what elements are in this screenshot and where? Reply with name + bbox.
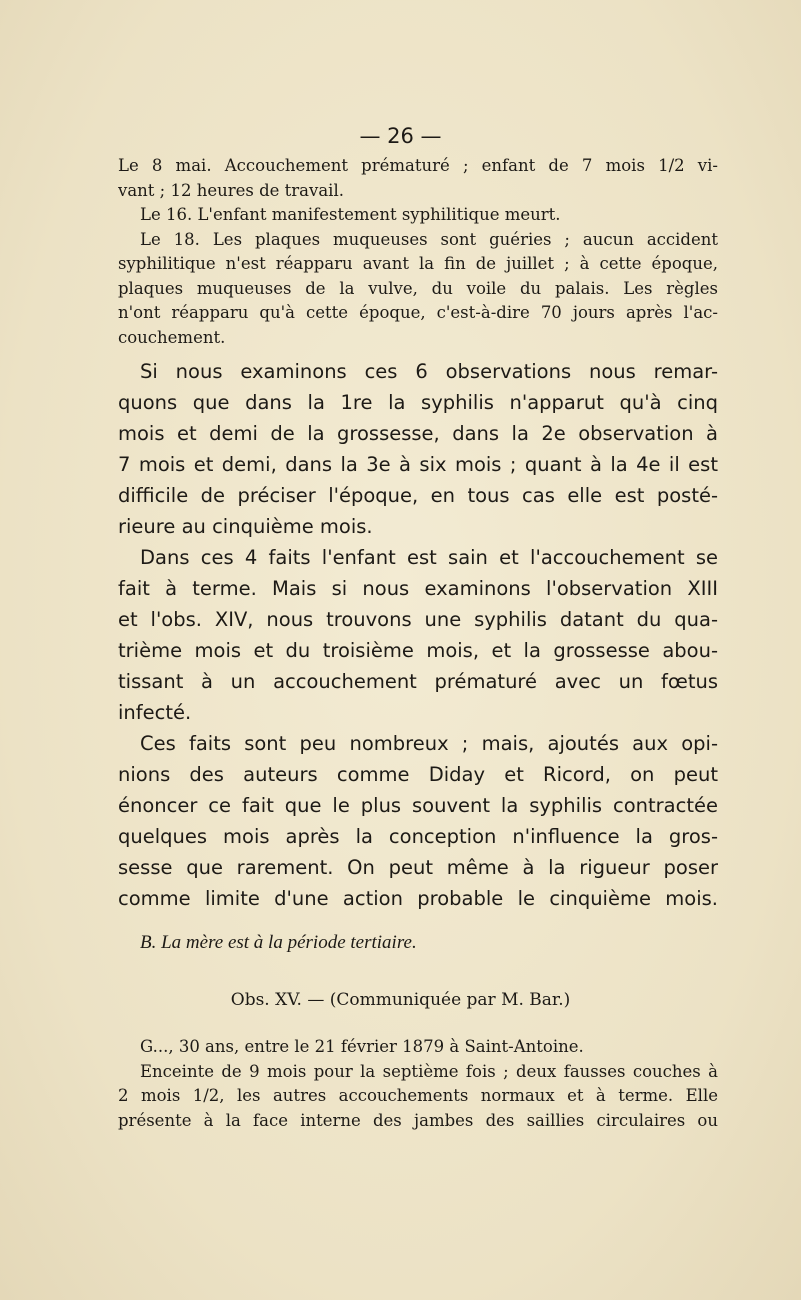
text-line: Le 16. L'enfant manifestement syphilitique meurt. [140,205,561,224]
text-line: Le 8 mai. Accouchement prématuré ; enfant de 7 mois 1/2 vi- [118,156,718,175]
section-heading: B. La mère est à la période tertiaire. [140,932,417,953]
observation-title: Obs. XV. — (Communiquée par M. Bar.) [230,990,571,1010]
text-line: Le 18. Les plaques muqueuses sont guéries ; aucun accident [140,229,718,249]
text-line: présente à la face interne des jambes des saillies circulaires ou [118,1110,718,1130]
text-line: quons que dans la 1re la syphilis n'apparut qu'à cinq [118,391,718,414]
text-line: vant ; 12 heures de travail. [118,180,344,200]
text-line: comme limite d'une action probable le cinquième mois. [118,887,718,910]
text-line: et l'obs. XIV, nous trouvons une syphilis datant du qua- [118,608,718,631]
text-line: Ces faits sont peu nombreux ; mais, ajoutés aux opi- [140,732,718,755]
text-line: Dans ces 4 faits l'enfant est sain et l'accouchement se [140,546,718,569]
text-line: tissant à un accouchement prématuré avec un fœtus [118,670,718,693]
text-line: plaques muqueuses de la vulve, du voile du palais. Les règles [118,278,718,298]
observation-continuation [118,154,718,350]
text-line: énoncer ce fait que le plus souvent la syphilis contractée [118,794,718,817]
text-line: infecté. [118,701,192,724]
commentary-paragraphs [118,356,718,914]
text-line: sesse que rarement. On peut même à la rigueur poser [118,856,718,879]
text-line: Enceinte de 9 mois pour la septième fois ; deux fausses couches à [140,1061,718,1081]
text-line: rieure au cinquième mois. [118,515,373,538]
text-line: n'ont réapparu qu'à cette époque, c'est-à-dire 70 jours après l'ac- [118,303,718,322]
text-line: syphilitique n'est réapparu avant la fin de juillet ; à cette époque, [118,254,718,273]
text-line: nions des auteurs comme Diday et Ricord, on peut [118,763,718,786]
page-number: — 26 — [359,124,442,148]
text-line: trième mois et du troisième mois, et la grossesse abou- [118,639,718,662]
text-line: quelques mois après la conception n'influence la gros- [118,825,718,848]
text-line: mois et demi de la grossesse, dans la 2e observation à [118,422,718,445]
text-line: G..., 30 ans, entre le 21 février 1879 à Saint-Antoine. [140,1037,584,1056]
text-line: difficile de préciser l'époque, en tous cas elle est posté- [118,484,718,507]
text-line: 2 mois 1/2, les autres accouchements normaux et à terme. Elle [118,1086,718,1105]
text-line: Si nous examinons ces 6 observations nous remar- [140,360,718,383]
observation-text [118,1035,718,1133]
text-line: fait à terme. Mais si nous examinons l'observation XIII [118,577,718,600]
text-line: couchement. [118,327,226,347]
text-line: 7 mois et demi, dans la 3e à six mois ; quant à la 4e il est [118,453,718,476]
